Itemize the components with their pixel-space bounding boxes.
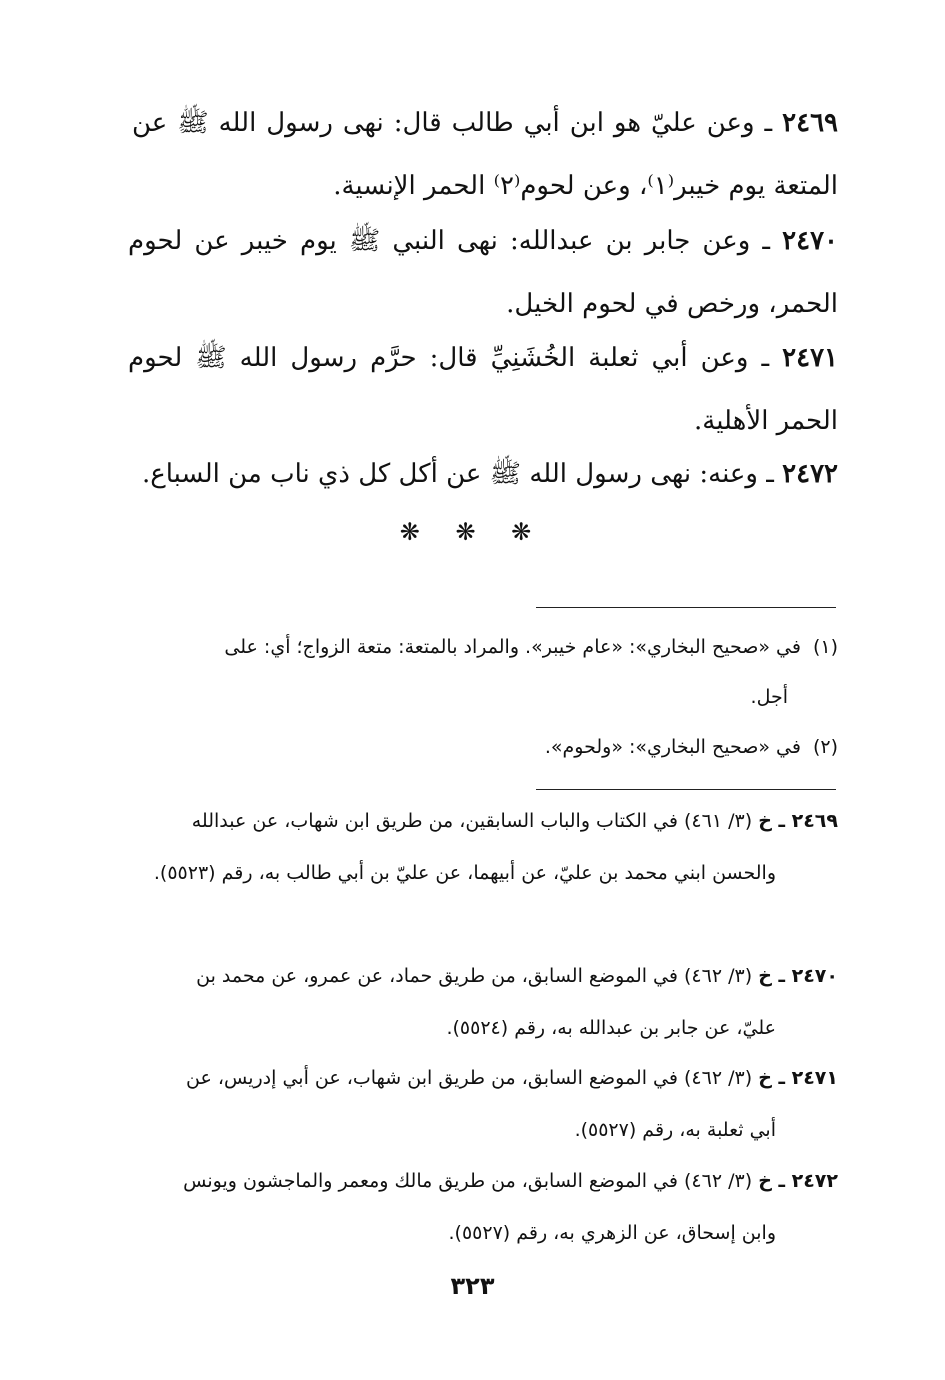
takhrij-divider — [536, 789, 836, 790]
hadith-text: ـ وعن أبي ثعلبة الخُشَنِيِّ قال: حرَّم رسول الله ﷺ لحوم الحمر الأهلية. — [128, 343, 838, 436]
takhrij-lead: ٢٤٧٠ ـ خ — [758, 965, 838, 987]
takhrij-text-continued: وابن إسحاق، عن الزهري به، رقم (٥٥٢٧). — [448, 1222, 776, 1244]
hadith-2472 — [128, 443, 838, 506]
footnote-1 — [128, 622, 838, 722]
takhrij-lead: ٢٤٦٩ ـ خ — [758, 810, 838, 832]
takhrij-2471 — [126, 1052, 838, 1156]
hadith-text: ـ وعن عليّ هو ابن أبي طالب قال: نهى رسول الله ﷺ عن المتعة يوم خيبر⁽١⁾، وعن لحوم⁽٢⁾ الحمر الإنسية. — [132, 108, 838, 201]
hadith-number: ٢٤٧٢ — [782, 459, 838, 489]
hadith-2470 — [128, 210, 838, 336]
hadith-text: ـ وعن جابر بن عبدالله: نهى النبي ﷺ يوم خيبر عن لحوم الحمر، ورخص في لحوم الخيل. — [128, 226, 838, 319]
takhrij-text-continued: والحسن ابني محمد بن عليّ، عن أبيهما، عن عليّ بن أبي طالب به، رقم (٥٥٢٣). — [153, 862, 776, 884]
section-separator: ❋ ❋ ❋ — [399, 518, 546, 546]
takhrij-text: (٣/ ٤٦٢) في الموضع السابق، من طريق ابن شهاب، عن أبي إدريس، عن — [186, 1067, 753, 1089]
hadith-text: ـ وعنه: نهى رسول الله ﷺ عن أكل كل ذي ناب من السباع. — [141, 459, 774, 489]
hadith-2469 — [132, 92, 838, 218]
hadith-number: ٢٤٧١ — [782, 343, 839, 373]
footnote-2 — [128, 722, 838, 772]
takhrij-text: (٣/ ٤٦٢) في الموضع السابق، من طريق مالك ومعمر والماجشون ويونس — [183, 1170, 753, 1192]
takhrij-text: (٣/ ٤٦٢) في الموضع السابق، من طريق حماد، عن عمرو، عن محمد بن — [196, 965, 753, 987]
takhrij-lead: ٢٤٧١ ـ خ — [758, 1067, 838, 1089]
hadith-number: ٢٤٧٠ — [782, 226, 838, 256]
takhrij-lead: ٢٤٧٢ ـ خ — [758, 1170, 838, 1192]
hadith-number: ٢٤٦٩ — [782, 108, 838, 138]
takhrij-2472 — [126, 1155, 838, 1259]
takhrij-text: (٣/ ٤٦١) في الكتاب والباب السابقين، من طريق ابن شهاب، عن عبدالله — [191, 810, 753, 832]
takhrij-text-continued: عليّ، عن جابر بن عبدالله به، رقم (٥٥٢٤). — [446, 1017, 776, 1039]
footnote-text: في «صحيح البخاري»: «عام خيبر». والمراد بالمتعة: متعة الزواج؛ أي: على — [224, 636, 801, 658]
takhrij-2469 — [126, 795, 838, 899]
takhrij-text-continued: أبي ثعلبة به، رقم (٥٥٢٧). — [574, 1119, 776, 1141]
footnote-marker: (١) — [812, 636, 838, 658]
footnote-marker: (٢) — [812, 736, 838, 758]
footnote-divider — [536, 607, 836, 608]
footnote-text-continued: أجل. — [750, 686, 788, 708]
hadith-2471 — [128, 327, 838, 453]
footnote-text: في «صحيح البخاري»: «ولحوم». — [544, 736, 801, 758]
page-number: ٣٢٣ — [450, 1272, 495, 1300]
takhrij-2470 — [126, 950, 838, 1054]
